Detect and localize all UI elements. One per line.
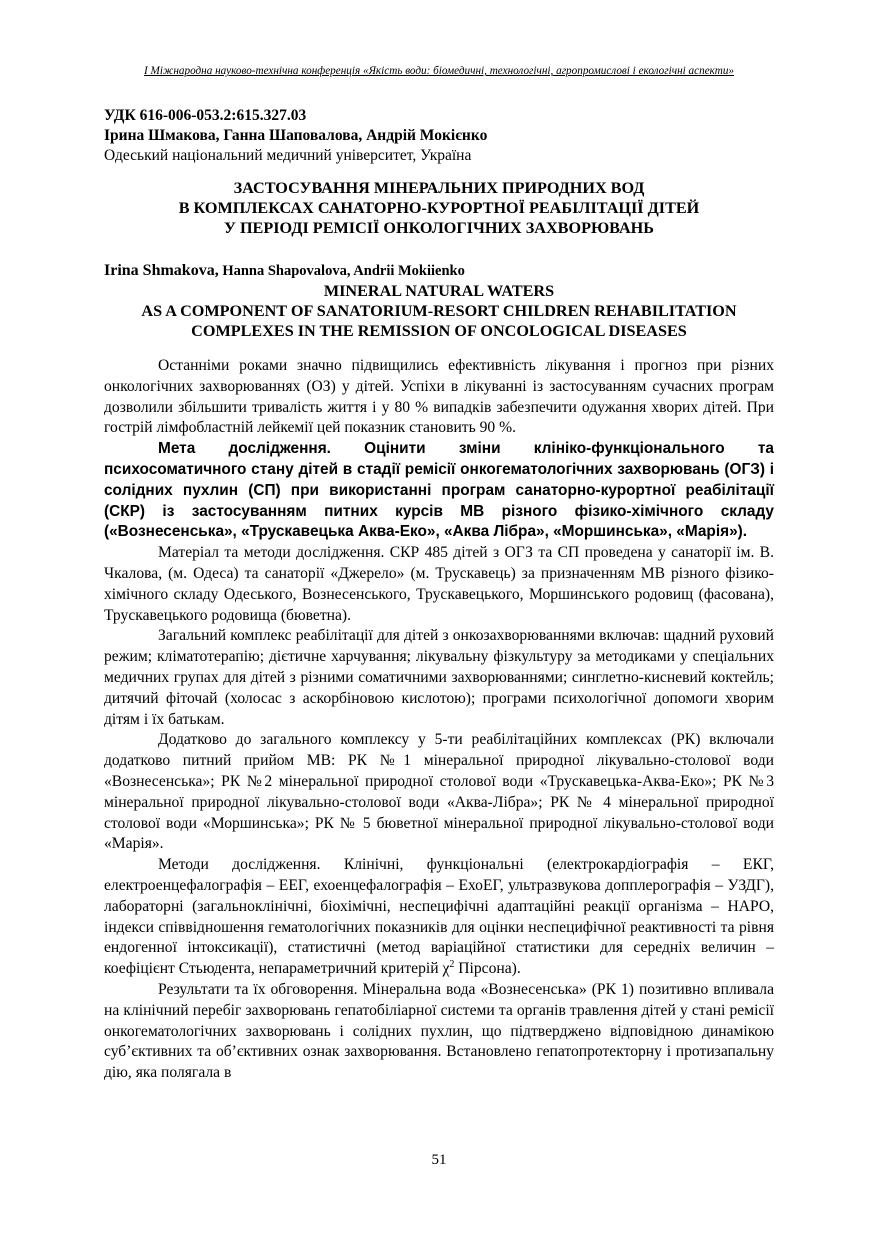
paragraph-additional: Додатково до загального комплексу у 5-ти реабілітаційних комплексах (РК) включали додатково питний прийом МВ: РК №1 мінеральної природної лікувально-столової води «Вознесенська»; РК №2 мінеральної природної столової води «Трускавецька-Аква-Еко»; РК №3 мінеральної природної лікувально-столової води «Аква-Лібра»; РК № 4 мінеральної природної столової води «Моршинська»; РК № 5 бюветної мінеральної природної лікувально-столової води «Марія». (104, 731, 774, 853)
chi-exponent: 2 (449, 958, 455, 970)
page-number: 51 (431, 1152, 447, 1168)
title-en-line: MINERAL NATURAL WATERS (323, 282, 555, 300)
article-body (104, 356, 774, 1084)
paragraph-results: Результати та їх обговорення. Мінеральна вода «Вознесенська» (РК 1) позитивно впливала на клінічний перебіг захворювань гепатобіліарної системи та органів травлення дітей у стані ремісії онкогематологічних захворювань і солідних пухлин, що підтверджено відповідною динамікою суб’єктивних та об’єктивних ознак захворювання. Встановлено гепатопротекторну і протизапальну дію, яка полягала в (104, 980, 774, 1082)
title-ukrainian (104, 178, 774, 238)
authors-en-rest: Hanna Shapovalova, Andrii Mokiienko (218, 263, 465, 279)
paragraph-materials: Матеріал та методи дослідження. СКР 485 дітей з ОГЗ та СП проведена у санаторії ім. В. Чкалова, (м. Одеса) та санаторії «Джерело» (м. Трускавець) за призначенням МВ різного фізико-хімічного складу Одеського, Вознесенського, Трускавецького, Моршинського родовищ (фасована), Трускавецького родовища (бюветна). (104, 544, 774, 624)
title-ua-line: В КОМПЛЕКСАХ САНАТОРНО-КУРОРТНОЇ РЕАБІЛІТАЦІЇ ДІТЕЙ (178, 199, 700, 217)
chi-symbol: χ (442, 960, 450, 978)
udk-code: УДК 616-006-053.2:615.327.03 (104, 107, 307, 124)
affiliation: Одеський національний медичний університет, Україна (104, 147, 472, 164)
title-ua-line: ЗАСТОСУВАННЯ МІНЕРАЛЬНИХ ПРИРОДНИХ ВОД (233, 179, 645, 197)
paragraph-aim: Мета дослідження. Оцінити зміни клініко-функціонального та психосоматичного стану дітей в стадії ремісії онкогематологічних захворювань (ОГЗ) і солідних пухлин (СП) при використанні програм санаторно-курортної реабілітації (СКР) із застосуванням питних курсів МВ різного фізико-хімічного складу («Вознесенська», «Трускавецька Аква-Еко», «Аква Лібра», «Моршинська», «Марія»). (104, 440, 774, 541)
title-ua-line: У ПЕРІОДІ РЕМІСІЇ ОНКОЛОГІЧНИХ ЗАХВОРЮВАНЬ (224, 219, 654, 237)
title-en-line: COMPLEXES IN THE REMISSION OF ONCOLOGICAL DISEASES (191, 322, 687, 340)
authors-en-lead: Irina Shmakova, (104, 262, 219, 279)
methods-text: Методи дослідження. Клінічні, функціональні (електрокардіографія – ЕКГ, електроенцефалографія – ЕЕГ, ехоенцефалографія – ЕхоЕГ, ультразвукова допплерографія – УЗДГ), лабораторні (загальноклінічні, біохімічні, неспецифічні адаптаційні реакції організма – НАРО, індекси співвідношення гематологічних показників для оцінки неспецифічної реактивності та рівня ендогенної інтоксикації), статистичні (метод варіаційної статистики для середніх величин – коефіцієнт Стьюдента, непараметричний критерій (104, 856, 774, 978)
authors-ua: Ірина Шмакова, Ганна Шаповалова, Андрій Мокієнко (104, 127, 488, 144)
paragraph-methods (104, 855, 774, 980)
methods-end: Пірсона). (454, 960, 521, 978)
article-meta (104, 106, 774, 166)
title-english (104, 281, 774, 341)
paragraph-intro: Останніми роками значно підвищились ефективність лікування і прогноз при різних онкологічних захворюваннях (ОЗ) у дітей. Успіхи в лікуванні із застосуванням сучасних програм дозволили збільшити тривалість життя і у 80 % випадків забезпечити одужання хворих дітей. При гострій лімфобластній лейкемії цей показник становить 90 %. (104, 357, 774, 437)
title-en-line: AS A COMPONENT OF SANATORIUM-RESORT CHILDREN REHABILITATION (141, 302, 737, 320)
running-head: І Міжнародна науково-технічна конференція «Якість води: біомедичні, технологічні, агропромислові і екологічні аспекти» (143, 65, 735, 77)
paragraph-complex: Загальний комплекс реабілітації для дітей з онкозахворюваннями включав: щадний руховий режим; кліматотерапію; дієтичне харчування; лікувальну фізкультуру за методиками у спеціальних медичних групах для дітей з різними соматичними захворюваннями; синглетно-кисневий коктейль; дитячий фіточай (холосас з аскорбіновою кислотою); програми психологічної допомоги хворим дітям і їх батькам. (104, 627, 774, 728)
authors-en (104, 261, 774, 281)
